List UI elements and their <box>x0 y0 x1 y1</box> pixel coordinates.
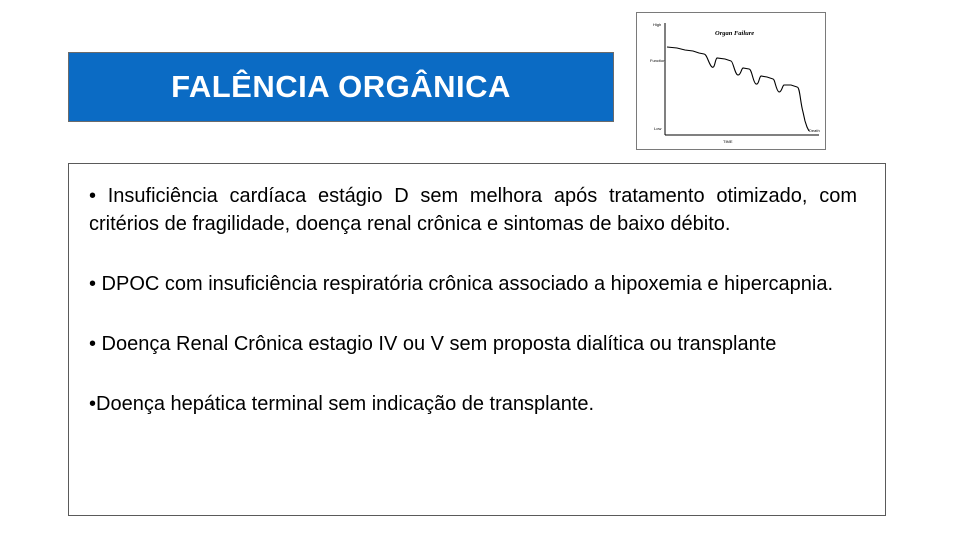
organ-failure-figure <box>636 12 826 150</box>
bullet-liver-disease: •Doença hepática terminal sem indicação de transplante. <box>89 393 595 415</box>
organ-failure-chart <box>637 13 825 149</box>
organ-function-line <box>667 47 809 131</box>
content-box <box>68 163 886 516</box>
chart-title: Organ Failure <box>715 30 755 37</box>
slide-title-banner <box>68 52 614 122</box>
y-label-high: High <box>653 22 662 27</box>
bullet-chronic-kidney-disease: • Doença Renal Crônica estagio IV ou V sem proposta dialítica ou transplante <box>89 333 777 355</box>
y-label-function: Function <box>650 58 666 63</box>
bullet-heart-failure: • Insuficiência cardíaca estágio D sem melhora após tratamento otimizado, com critérios de fragilidade, doença renal crônica e sintomas de baixo débito. <box>89 185 857 235</box>
x-label-time: TIME <box>723 139 733 144</box>
slide-title: FALÊNCIA ORGÂNICA <box>171 69 511 104</box>
bullet-copd: • DPOC com insuficiência respiratória crônica associado a hipoxemia e hipercapnia. <box>89 273 834 295</box>
end-label-death: Death <box>809 128 820 133</box>
y-label-low: Low <box>654 126 662 131</box>
